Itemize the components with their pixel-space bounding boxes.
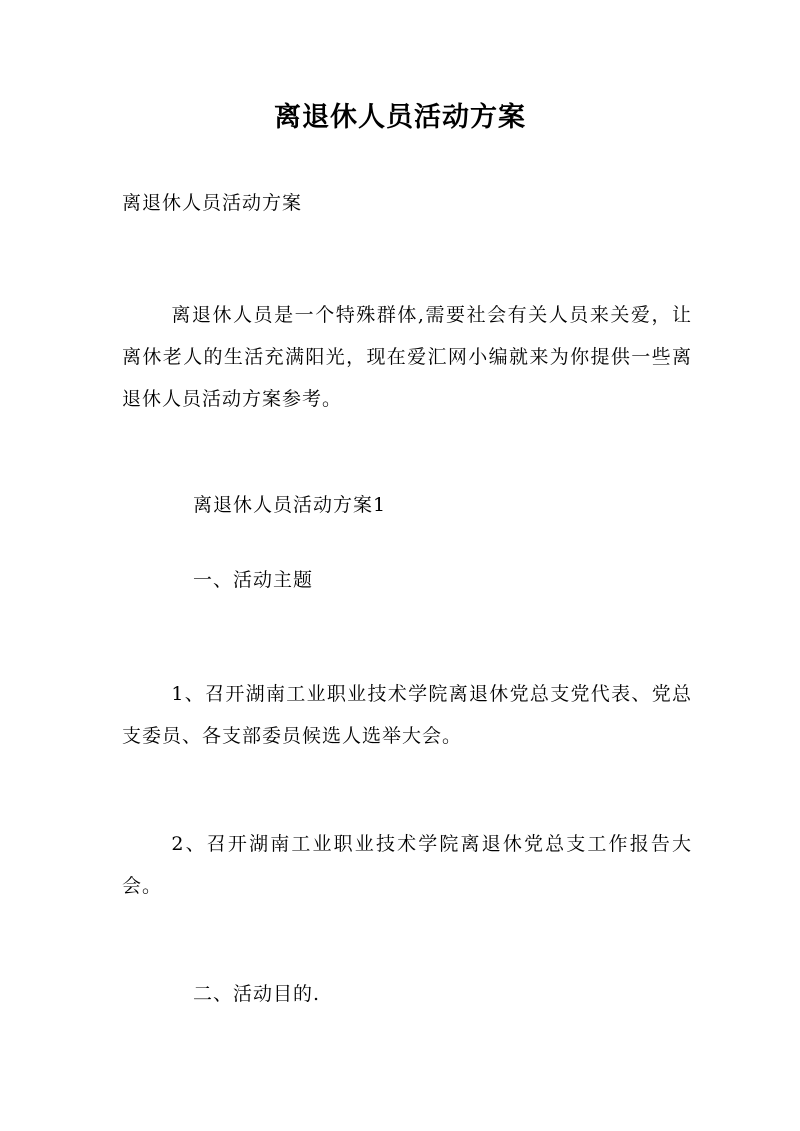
- document-subtitle: 离退休人员活动方案: [122, 192, 303, 214]
- list-item-2: 2、召开湖南工业职业技术学院离退休党总支工作报告大会。: [122, 833, 692, 897]
- heading-activity-theme: 一、活动主题: [193, 569, 314, 591]
- intro-paragraph: 离退休人员是一个特殊群体,需要社会有关人员来关爱，让离休老人的生活充满阳光，现在爱汇网小编就来为你提供一些离退休人员活动方案参考。: [122, 304, 692, 410]
- list-item-1: 1、召开湖南工业职业技术学院离退休党总支党代表、党总支委员、各支部委员候选人选举大会。: [122, 683, 692, 747]
- document-title: 离退休人员活动方案: [274, 102, 526, 133]
- heading-activity-purpose: 二、活动目的.: [193, 983, 321, 1005]
- section-heading: 离退休人员活动方案1: [193, 494, 387, 516]
